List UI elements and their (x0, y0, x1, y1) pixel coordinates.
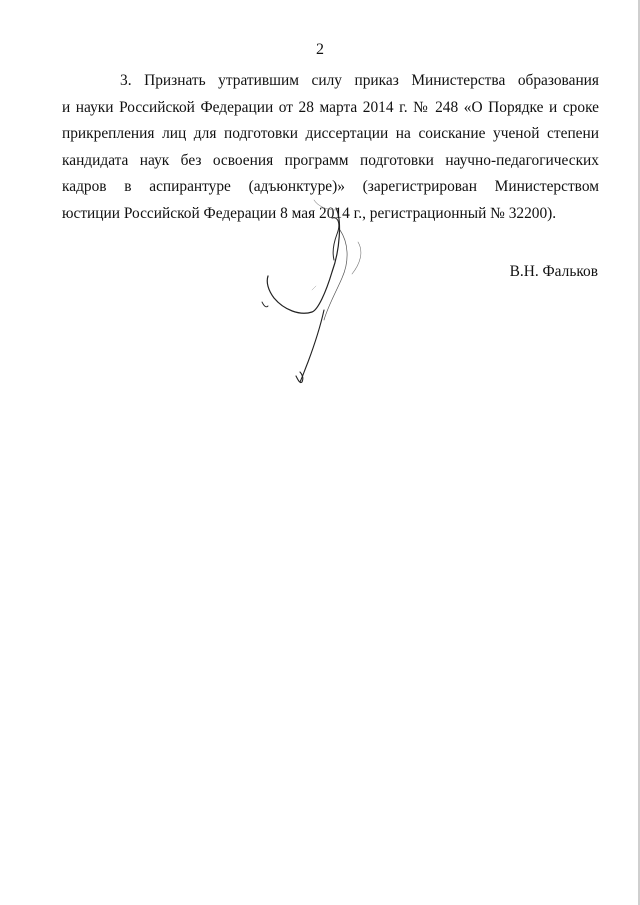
clause-3-line: кандидата наук без освоения программ подготовки научно-педагогических (62, 151, 599, 169)
clause-3-line: юстиции Российской Федерации 8 мая 2014 г., регистрационный № 32200). (62, 204, 557, 222)
signature-stroke (332, 218, 339, 260)
signature-stroke (312, 286, 316, 290)
clause-3-line: и науки Российской Федерации от 28 марта 2014 г. № 248 «О Порядке и сроке (62, 98, 599, 116)
clause-3-line: 3. Признать утратившим силу приказ Министерства образования (120, 72, 599, 89)
signature-stroke (324, 230, 347, 320)
signature-stroke (262, 302, 268, 307)
signature-stroke (352, 242, 361, 274)
page-number: 2 (316, 41, 324, 58)
signature-stroke (300, 310, 324, 382)
clause-3-line: прикрепления лиц для подготовки диссертации на соискание ученой степени (62, 125, 599, 143)
signatory-name: В.Н. Фальков (509, 263, 598, 280)
handwritten-signature-icon (228, 160, 408, 400)
signature-stroke (267, 208, 339, 313)
clause-3-line: кадров в аспирантуре (адъюнктуре)» (зарегистрирован Министерством (62, 178, 599, 196)
signature-stroke (314, 200, 336, 210)
